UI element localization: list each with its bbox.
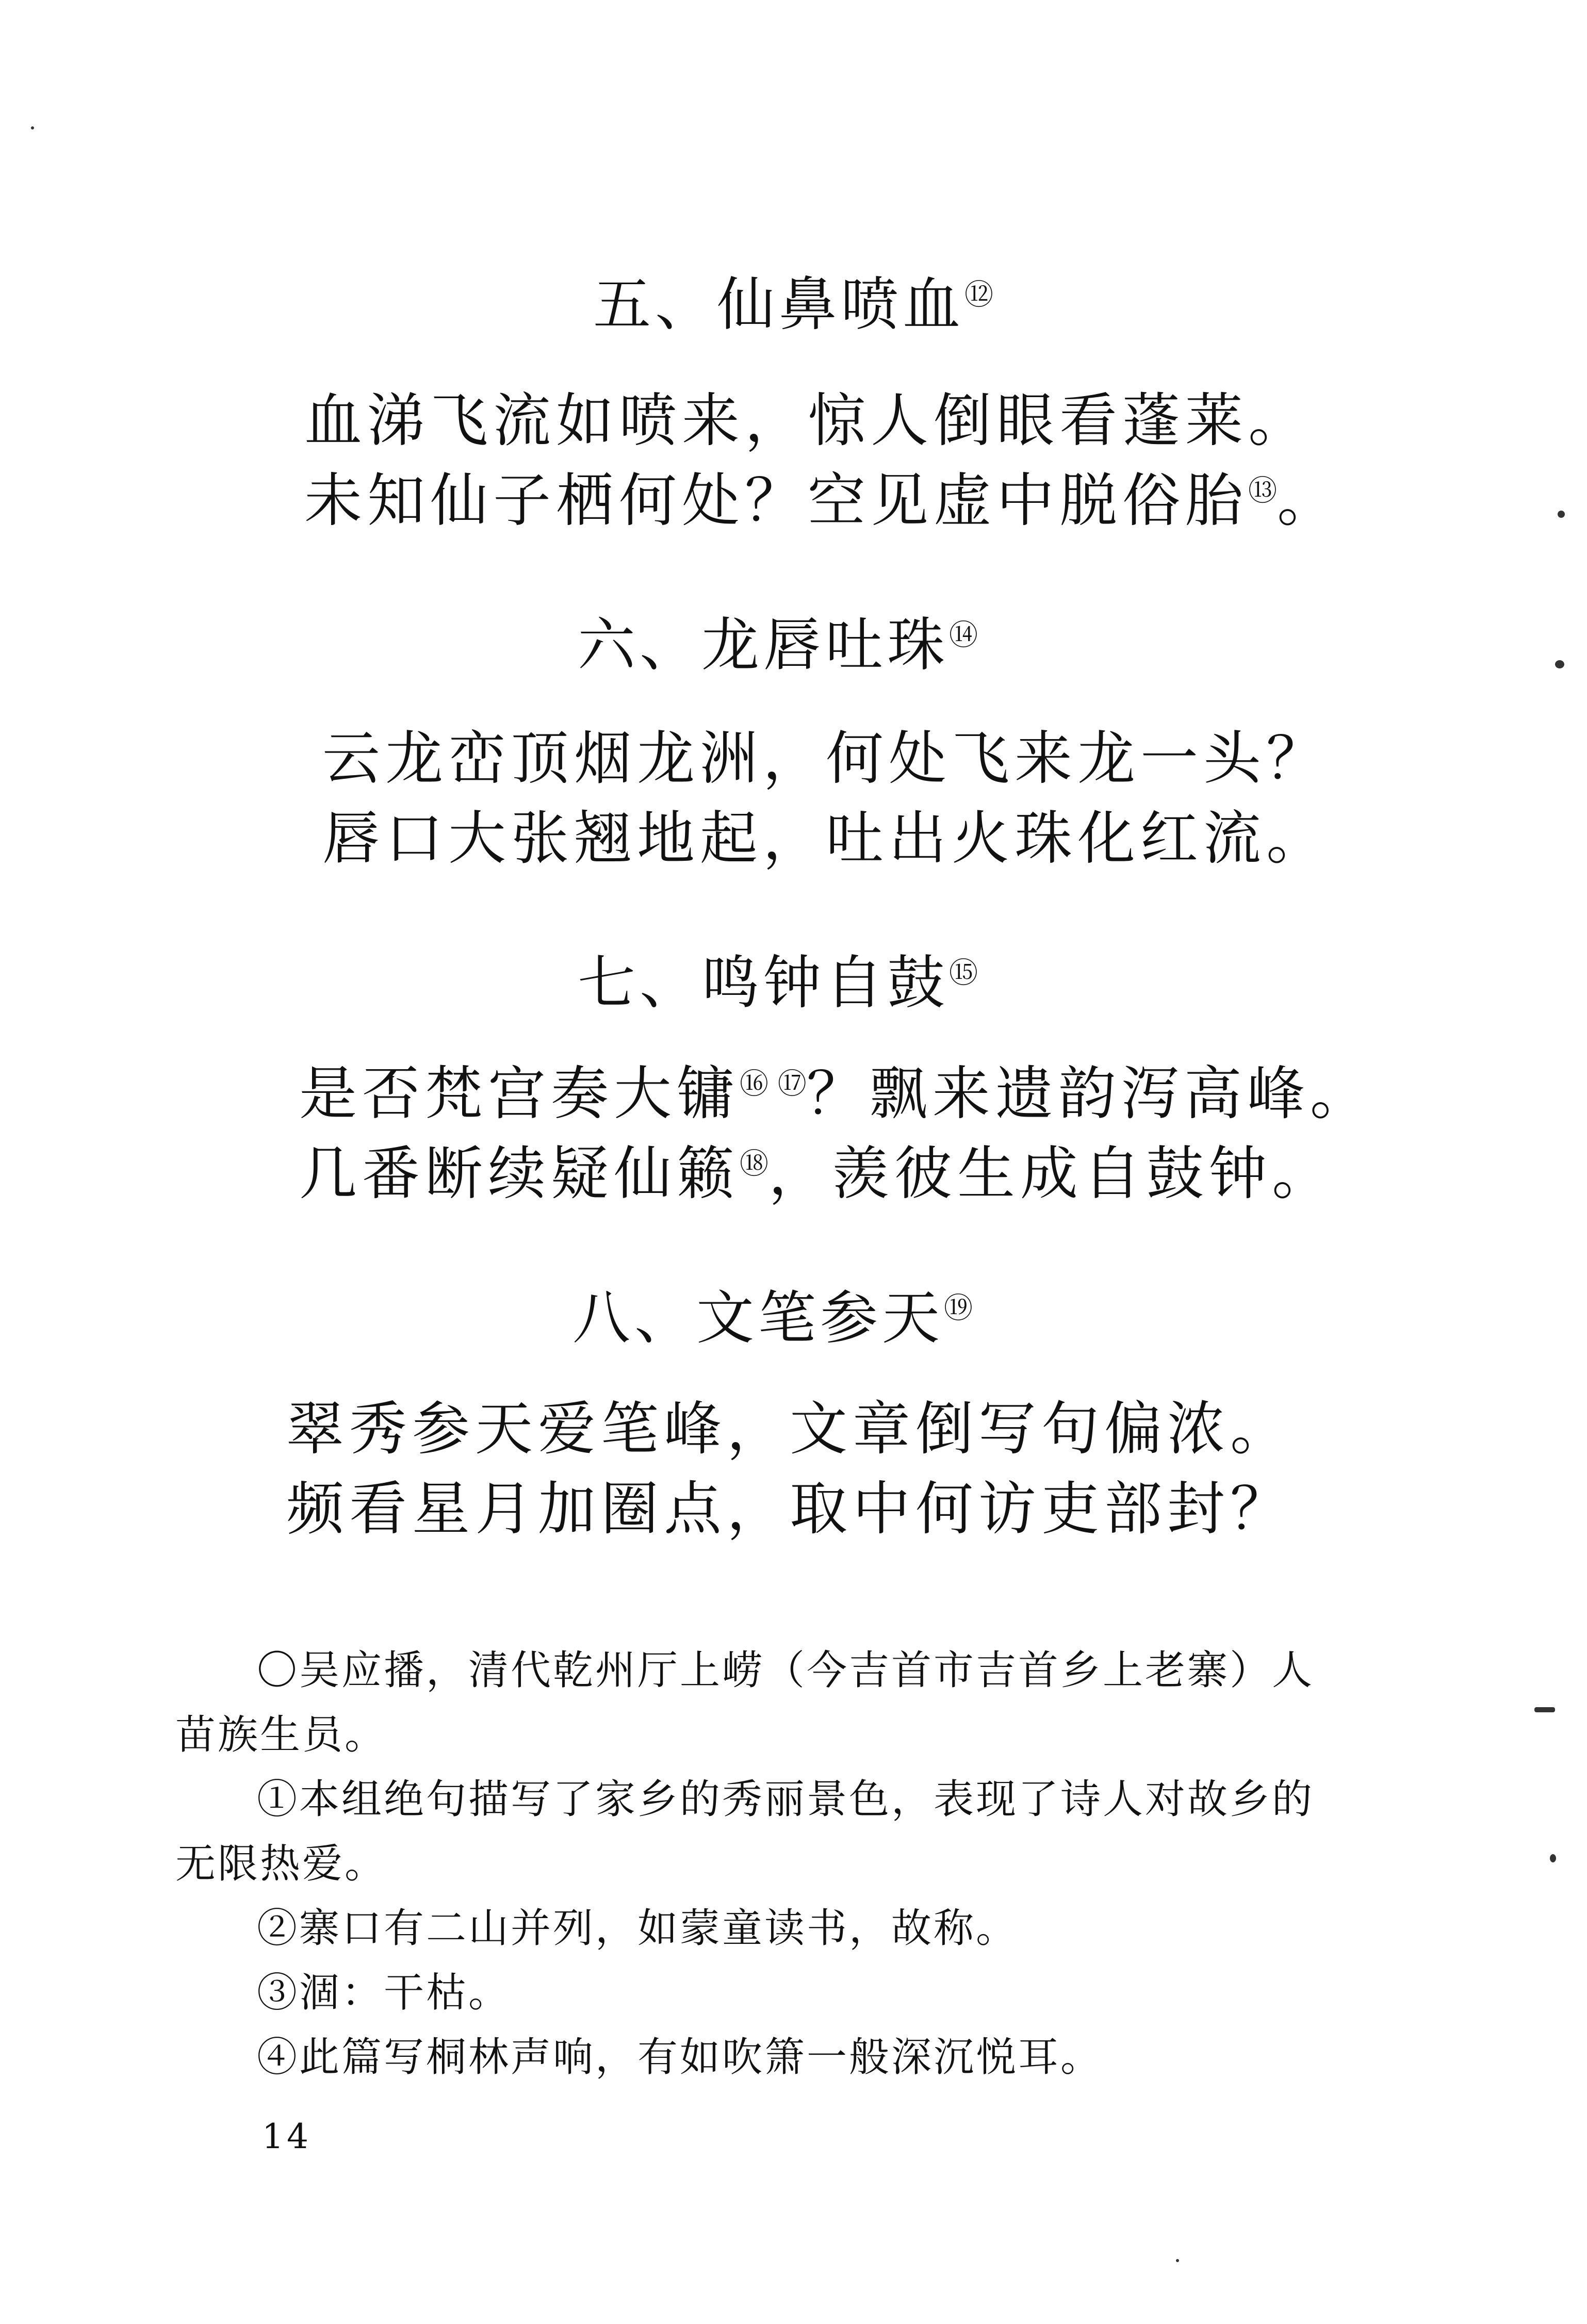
section-heading: 七、鸣钟自鼓⑮ xyxy=(578,950,978,1017)
note-line: ③涸：干枯。 xyxy=(257,1970,511,2016)
poem-line: 未知仙子栖何处？空见虚中脱俗胎⑬。 xyxy=(304,467,1340,534)
note-line: ①本组绝句描写了家乡的秀丽景色，表现了诗人对故乡的 xyxy=(257,1776,1315,1823)
scan-speck xyxy=(1558,511,1565,518)
footnote-ref: ⑯ ⑰ xyxy=(740,1067,807,1101)
scan-speck xyxy=(31,126,34,129)
note-line: 无限热爱。 xyxy=(175,1841,387,1887)
footnote-ref: ⑬ xyxy=(1248,474,1277,508)
poem-line: 云龙峦顶烟龙洲，何处飞来龙一头？ xyxy=(322,725,1329,792)
note-line: ④此篇写桐林声响，有如吹箫一般深沉悦耳。 xyxy=(257,2034,1103,2081)
section-heading: 八、文笔参天⑲ xyxy=(572,1285,973,1352)
footnote-ref: ⑫ xyxy=(964,278,993,312)
section-heading: 五、仙鼻喷血⑫ xyxy=(593,271,993,338)
poem-line: 是否梵宫奏大镛⑯ ⑰？飘来遗韵泻高峰。 xyxy=(299,1060,1373,1127)
poem-line: 几番断续疑仙籁⑱，羡彼生成自鼓钟。 xyxy=(299,1140,1335,1207)
scan-speck xyxy=(1534,1707,1555,1712)
scan-speck xyxy=(1176,2259,1179,2262)
poem-line: 血涕飞流如喷来，惊人倒眼看蓬莱。 xyxy=(304,387,1311,454)
section-heading: 六、龙唇吐珠⑭ xyxy=(578,612,978,679)
scan-speck xyxy=(1555,660,1564,668)
footnote-ref: ⑲ xyxy=(944,1291,973,1325)
page-number: 14 xyxy=(262,2117,312,2156)
scan-speck xyxy=(1550,1854,1556,1862)
note-line: 苗族生员。 xyxy=(175,1712,387,1758)
poem-line: 频看星月加圈点，取中何访吏部封？ xyxy=(286,1476,1293,1543)
footnote-ref: ⑮ xyxy=(949,956,978,990)
note-line: 〇吴应播，清代乾州厅上崂（今吉首市吉首乡上老寨）人 xyxy=(257,1647,1315,1694)
poem-line: 翠秀参天爱笔峰，文章倒写句偏浓。 xyxy=(286,1396,1293,1463)
footnote-ref: ⑭ xyxy=(949,618,978,652)
poem-line: 唇口大张翘地起，吐出火珠化红流。 xyxy=(322,805,1329,872)
footnote-ref: ⑱ xyxy=(740,1147,768,1181)
note-line: ②寨口有二山并列，如蒙童读书，故称。 xyxy=(257,1905,1019,1952)
